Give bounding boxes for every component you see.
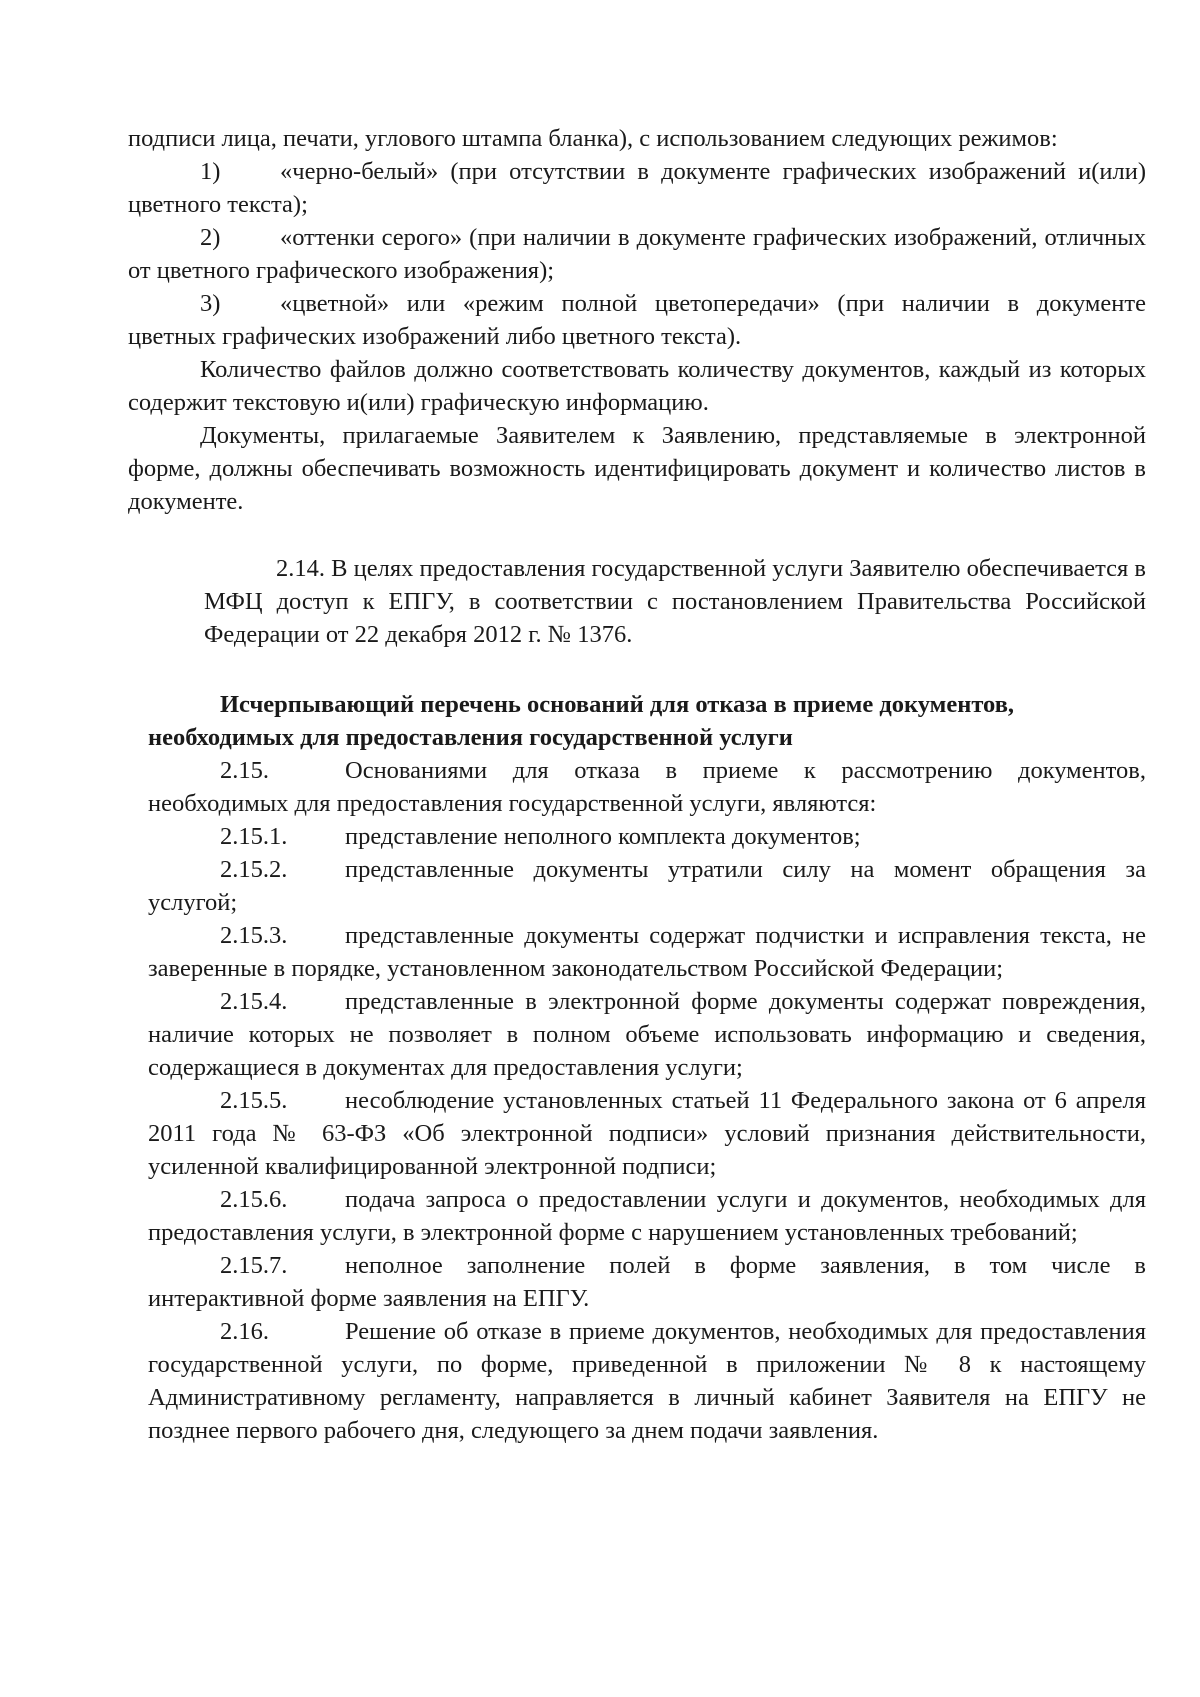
sub-item-text: неполное заполнение полей в форме заявления, в том числе в интерактивной форме заявления на ЕПГУ.	[148, 1252, 1146, 1312]
sub-item-text: представленные документы утратили силу на момент обращения за услугой;	[148, 856, 1146, 916]
clause-2-14: 2.14. В целях предоставления государственной услуги Заявителю обеспечивается в МФЦ доступ к ЕПГУ, в соответствии с постановлением Правительства Российской Федерации от 22 декабря 2012 г. № 1376.	[204, 555, 1146, 648]
sub-item-text: представленные документы содержат подчистки и исправления текста, не заверенные в порядке, установленном законодательством Российской Федерации;	[148, 922, 1146, 982]
section-heading: Исчерпывающий перечень оснований для отказа в приеме документов, необходимых для предоставления государственной услуги	[148, 691, 1015, 751]
section-refusal-grounds	[148, 688, 1146, 1447]
sub-item-number: 2.15.6.	[220, 1186, 288, 1213]
sub-item	[148, 1249, 1146, 1315]
sub-item-text: подача запроса о предоставлении услуги и документов, необходимых для предоставления услуги, в электронной форме с нарушением установленных требований;	[148, 1186, 1146, 1246]
section-clause-2-14	[204, 552, 1146, 651]
sub-item	[148, 820, 1146, 853]
clause-2-16	[148, 1315, 1146, 1447]
clause-text: Решение об отказе в приеме документов, необходимых для предоставления государственной услуги, по форме, приведенной в приложении № 8 к настоящему Административному регламенту, направляется в личный кабинет Заявителя на ЕПГУ не позднее первого рабочего дня, следующего за днем подачи заявления.	[148, 1318, 1146, 1444]
sub-item-number: 2.15.5.	[220, 1087, 288, 1114]
documents-paragraph: Документы, прилагаемые Заявителем к Заявлению, представляемые в электронной форме, должны обеспечивать возможность идентифицировать документ и количество листов в документе.	[128, 422, 1146, 515]
sub-item-number: 2.15.1.	[220, 823, 288, 850]
sub-item-number: 2.15.4.	[220, 988, 288, 1015]
sub-item	[148, 985, 1146, 1084]
mode-item	[128, 287, 1146, 353]
sub-item	[148, 1183, 1146, 1249]
mode-number: 1)	[200, 158, 221, 185]
clause-2-15	[148, 754, 1146, 820]
mode-item	[128, 155, 1146, 221]
clause-number: 2.16.	[220, 1318, 269, 1345]
files-paragraph: Количество файлов должно соответствовать количеству документов, каждый из которых содержит текстовую и(или) графическую информацию.	[128, 356, 1146, 416]
sub-item	[148, 1084, 1146, 1183]
sub-item	[148, 919, 1146, 985]
mode-item	[128, 221, 1146, 287]
clause-text: Основаниями для отказа в приеме к рассмотрению документов, необходимых для предоставления государственной услуги, являются:	[148, 757, 1146, 817]
mode-text: «черно-белый» (при отсутствии в документе графических изображений и(или) цветного текста);	[128, 158, 1146, 218]
mode-text: «оттенки серого» (при наличии в документе графических изображений, отличных от цветного графического изображения);	[128, 224, 1146, 284]
sub-item-number: 2.15.3.	[220, 922, 288, 949]
opening-paragraph: подписи лица, печати, углового штампа бланка), с использованием следующих режимов:	[128, 125, 1058, 152]
mode-text: «цветной» или «режим полной цветопередачи» (при наличии в документе цветных графических изображений либо цветного текста).	[128, 290, 1146, 350]
mode-number: 3)	[200, 290, 221, 317]
clause-number: 2.15.	[220, 757, 269, 784]
sub-item-text: представленные в электронной форме документы содержат повреждения, наличие которых не позволяет в полном объеме использовать информацию и сведения, содержащиеся в документах для предоставления услуги;	[148, 988, 1146, 1081]
sub-item-text: несоблюдение установленных статьей 11 Федерального закона от 6 апреля 2011 года № 63-ФЗ «Об электронной подписи» условий признания действительности, усиленной квалифицированной электронной подписи;	[148, 1087, 1146, 1180]
sub-item-text: представление неполного комплекта документов;	[345, 823, 861, 850]
mode-number: 2)	[200, 224, 221, 251]
sub-item-number: 2.15.7.	[220, 1252, 288, 1279]
section-scan-modes	[128, 122, 1146, 518]
sub-item	[148, 853, 1146, 919]
sub-item-number: 2.15.2.	[220, 856, 288, 883]
